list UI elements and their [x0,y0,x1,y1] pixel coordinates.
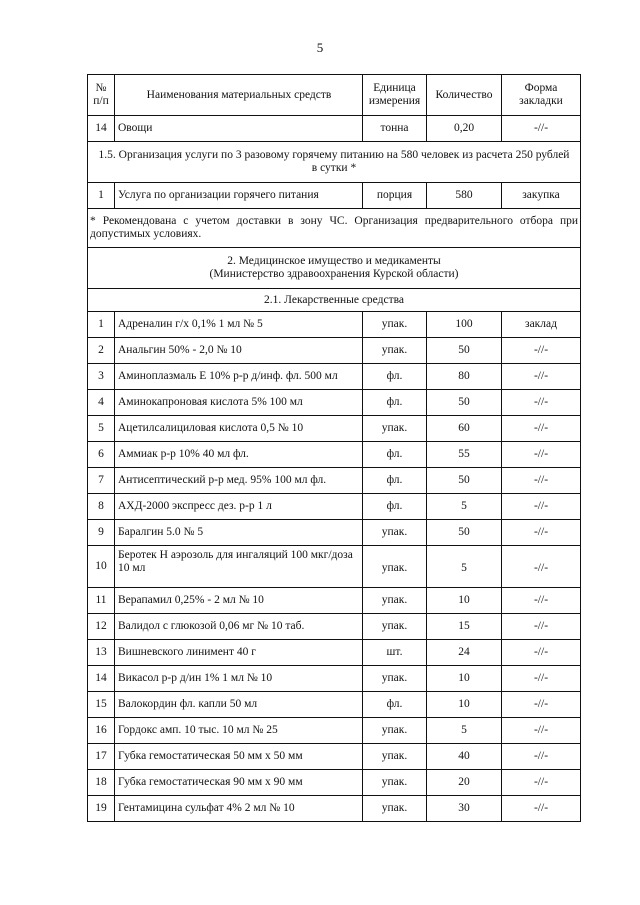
row-form: заклад [502,312,581,338]
row-form: -//- [502,116,581,142]
materials-table [87,74,581,822]
table-row [88,338,581,364]
row-form: -//- [502,666,581,692]
section-row [88,142,581,183]
table-row [88,116,581,142]
row-form: -//- [502,390,581,416]
row-unit: упак. [363,416,427,442]
section-2-title [88,248,581,289]
row-qty: 5 [427,718,502,744]
row-qty: 60 [427,416,502,442]
header-unit: Единица измерения [363,75,427,116]
table-row [88,312,581,338]
row-unit: упак. [363,338,427,364]
row-qty: 50 [427,520,502,546]
table-header-row [88,75,581,116]
row-form: -//- [502,364,581,390]
row-num: 7 [88,468,115,494]
row-unit: упак. [363,744,427,770]
row-qty: 580 [427,183,502,209]
table-row [88,364,581,390]
row-num: 9 [88,520,115,546]
section-row [88,248,581,289]
row-name: Ацетилсалициловая кислота 0,5 № 10 [115,416,363,442]
row-form: -//- [502,692,581,718]
row-unit: шт. [363,640,427,666]
row-unit: фл. [363,494,427,520]
table-row [88,692,581,718]
row-qty: 0,20 [427,116,502,142]
row-name: Губка гемостатическая 50 мм х 50 мм [115,744,363,770]
row-unit: тонна [363,116,427,142]
table-row [88,468,581,494]
row-num: 11 [88,588,115,614]
row-name: Гентамицина сульфат 4% 2 мл № 10 [115,796,363,822]
table-row [88,614,581,640]
row-unit: упак. [363,312,427,338]
table-row [88,744,581,770]
table-row [88,390,581,416]
header-form: Форма закладки [502,75,581,116]
row-qty: 40 [427,744,502,770]
row-name: Беротек Н аэрозоль для ингаляций 100 мкг/доза 10 мл [115,546,363,588]
header-name: Наименования материальных средств [115,75,363,116]
table-row [88,770,581,796]
row-qty: 5 [427,546,502,588]
table-row [88,718,581,744]
section-row [88,289,581,312]
row-qty: 24 [427,640,502,666]
row-name: Услуга по организации горячего питания [115,183,363,209]
table-row [88,640,581,666]
row-name: Аминоплазмаль Е 10% р-р д/инф. фл. 500 мл [115,364,363,390]
row-num: 2 [88,338,115,364]
row-name: Анальгин 50% - 2,0 № 10 [115,338,363,364]
row-name: Вишневского линимент 40 г [115,640,363,666]
row-unit: упак. [363,666,427,692]
row-qty: 10 [427,666,502,692]
row-name: Викасол р-р д/ин 1% 1 мл № 10 [115,666,363,692]
page-number: 5 [316,40,324,55]
table-row [88,442,581,468]
row-num: 17 [88,744,115,770]
row-qty: 55 [427,442,502,468]
row-num: 18 [88,770,115,796]
row-num: 12 [88,614,115,640]
row-unit: фл. [363,442,427,468]
row-unit: фл. [363,692,427,718]
row-num: 3 [88,364,115,390]
row-num: 8 [88,494,115,520]
row-num: 1 [88,312,115,338]
row-name: Антисептический р-р мед. 95% 100 мл фл. [115,468,363,494]
row-name: Валидол с глюкозой 0,06 мг № 10 таб. [115,614,363,640]
section-2-line1: 2. Медицинское имущество и медикаменты [227,255,441,267]
row-name: Аммиак р-р 10% 40 мл фл. [115,442,363,468]
header-qty: Количество [427,75,502,116]
table-row [88,520,581,546]
row-form: -//- [502,520,581,546]
row-name: Верапамил 0,25% - 2 мл № 10 [115,588,363,614]
row-qty: 30 [427,796,502,822]
row-num: 4 [88,390,115,416]
row-name: Баралгин 5.0 № 5 [115,520,363,546]
row-name: Адреналин г/х 0,1% 1 мл № 5 [115,312,363,338]
table-row [88,796,581,822]
row-form: -//- [502,744,581,770]
row-unit: упак. [363,520,427,546]
row-num: 14 [88,666,115,692]
row-name: Губка гемостатическая 90 мм х 90 мм [115,770,363,796]
section-2-1-title: 2.1. Лекарственные средства [88,289,581,312]
row-num: 13 [88,640,115,666]
row-unit: упак. [363,718,427,744]
row-qty: 50 [427,390,502,416]
row-unit: упак. [363,770,427,796]
row-unit: фл. [363,468,427,494]
row-form: закупка [502,183,581,209]
row-num: 1 [88,183,115,209]
row-qty: 100 [427,312,502,338]
row-unit: упак. [363,588,427,614]
row-num: 6 [88,442,115,468]
row-form: -//- [502,494,581,520]
section-1-5-title: 1.5. Организация услуги по 3 разовому горячему питанию на 580 человек из расчета 250 рублей в сутки * [88,142,581,183]
row-num: 10 [88,546,115,588]
row-qty: 50 [427,338,502,364]
row-unit: упак. [363,546,427,588]
row-num: 5 [88,416,115,442]
row-qty: 20 [427,770,502,796]
row-num: 14 [88,116,115,142]
row-form: -//- [502,442,581,468]
row-name: Гордокс амп. 10 тыс. 10 мл № 25 [115,718,363,744]
footnote-row [88,209,581,248]
row-qty: 50 [427,468,502,494]
row-name: Аминокапроновая кислота 5% 100 мл [115,390,363,416]
row-num: 15 [88,692,115,718]
row-form: -//- [502,338,581,364]
row-unit: фл. [363,390,427,416]
row-form: -//- [502,546,581,588]
row-form: -//- [502,416,581,442]
section-2-line2: (Министерство здравоохранения Курской области) [209,268,459,280]
row-form: -//- [502,796,581,822]
row-qty: 5 [427,494,502,520]
header-num: № п/п [88,75,115,116]
row-num: 19 [88,796,115,822]
row-unit: упак. [363,614,427,640]
table-row [88,494,581,520]
row-form: -//- [502,770,581,796]
row-form: -//- [502,718,581,744]
row-form: -//- [502,468,581,494]
table-row [88,588,581,614]
table-row [88,666,581,692]
row-name: Овощи [115,116,363,142]
footnote: * Рекомендована с учетом доставки в зону ЧС. Организация предварительного отбора при допустимых условиях. [88,209,581,248]
table-row [88,546,581,588]
row-name: Валокордин фл. капли 50 мл [115,692,363,718]
row-unit: порция [363,183,427,209]
row-unit: фл. [363,364,427,390]
row-qty: 15 [427,614,502,640]
row-form: -//- [502,588,581,614]
row-form: -//- [502,614,581,640]
row-qty: 10 [427,588,502,614]
row-form: -//- [502,640,581,666]
row-unit: упак. [363,796,427,822]
table-row [88,183,581,209]
row-name: АХД-2000 экспресс дез. р-р 1 л [115,494,363,520]
row-qty: 10 [427,692,502,718]
table-row [88,416,581,442]
row-num: 16 [88,718,115,744]
row-qty: 80 [427,364,502,390]
